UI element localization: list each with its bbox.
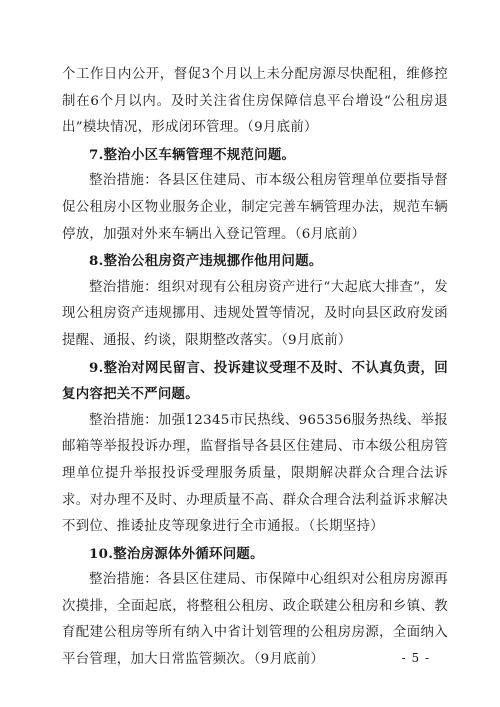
measures-paragraph-10: 整治措施：各县区住建局、市保障中心组织对公租房房源再次摸排，全面起底，将整租公租房、政企联建公租房和乡镇、教育配建公租房等所有纳入中省计划管理的公租房房源，全面纳入平台管理，加大日常监管频次。（9月底前）: [62, 572, 448, 668]
measures-paragraph-9: 整治措施：加强12345市民热线、965356服务热线、举报邮箱等举报投诉办理，监督指导各县区住建局、市本级公租房管理单位提升举报投诉受理服务质量，限期解决群众合理合法诉求。对办理不及时、办理质量不高、群众合理合法利益诉求解决不到位、推诿扯皮等现象进行全市通报。（长期坚持）: [62, 412, 448, 535]
section-heading-9: 9.整治对网民留言、投诉建议受理不及时、不认真负责，回复内容把关不严问题。: [62, 359, 448, 403]
measures-paragraph-8: 整治措施：组织对现有公租房资产进行“大起底大排查”，发现公租房资产违规挪用、违规处置等情况，及时向县区政府发函提醒、通报、约谈，限期整改落实。（9月底前）: [62, 279, 448, 348]
section-heading-8: 8.整治公租房资产违规挪作他用问题。: [89, 253, 323, 270]
section-heading-7: 7.整治小区车辆管理不规范问题。: [89, 146, 296, 163]
section-heading-10: 10.整治房源体外循环问题。: [89, 545, 264, 562]
paragraph-continuation: 个工作日内公开，督促3个月以上未分配房源尽快配租，维修控制在6个月以内。及时关注省住房保障信息平台增设“公租房退出”模块情况，形成闭环管理。（9月底前）: [62, 67, 448, 136]
measures-paragraph-7: 整治措施：各县区住建局、市本级公租房管理单位要指导督促公租房小区物业服务企业，制定完善车辆管理办法，规范车辆停放，加强对外来车辆出入登记管理。（6月底前）: [62, 173, 448, 242]
page-number: - 5 -: [401, 651, 430, 665]
